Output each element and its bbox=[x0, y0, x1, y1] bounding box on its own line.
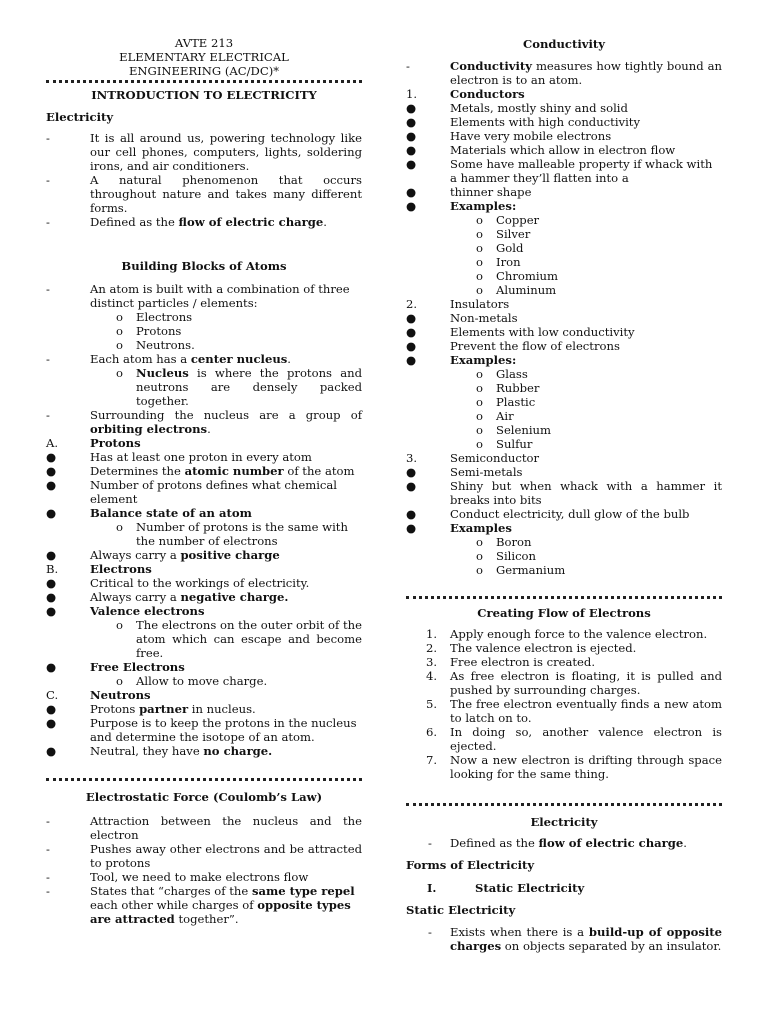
static-sub-heading: Static Electricity bbox=[406, 903, 516, 917]
course-code: AVTE 213 bbox=[174, 36, 234, 50]
list-item: o Copper bbox=[476, 213, 540, 227]
list-item: o Silicon bbox=[476, 549, 537, 563]
list-item: ● Examples bbox=[406, 521, 512, 535]
list-item: - Defined as the flow of electric charge. bbox=[428, 836, 687, 850]
list-item: 3. Free electron is created. bbox=[426, 655, 596, 669]
list-item: o Germanium bbox=[476, 563, 566, 577]
list-item: 1. Apply enough force to the valence electron. bbox=[426, 627, 708, 641]
list-item: ● Elements with high conductivity bbox=[406, 115, 640, 129]
list-item: 2. The valence electron is ejected. bbox=[426, 641, 637, 655]
list-item: - It is all around us, powering technology like our cell phones, computers, lights, soldering irons, and air conditioners. bbox=[46, 131, 362, 173]
coulomb-heading: Electrostatic Force (Coulomb’s Law) bbox=[85, 790, 323, 804]
list-item: ● Semi-metals bbox=[406, 465, 523, 479]
list-item: 6. In doing so, another valence electron is ejected. bbox=[426, 725, 722, 753]
list-item: ● Metals, mostly shiny and solid bbox=[406, 101, 628, 115]
list-item: ● Protons partner in nucleus. bbox=[46, 702, 256, 716]
list-item: ● Examples: bbox=[406, 199, 517, 213]
list-item: o The electrons on the outer orbit of the atom which can escape and become free. bbox=[116, 618, 362, 660]
list-item: o Sulfur bbox=[476, 437, 533, 451]
protons-heading: A. Protons bbox=[46, 436, 141, 450]
list-item: o Gold bbox=[476, 241, 524, 255]
list-item: ● Has at least one proton in every atom bbox=[46, 450, 312, 464]
list-item: ● Always carry a positive charge bbox=[46, 548, 280, 562]
list-item: - States that “charges of the same type repel each other while charges of opposite types are attracted together”. bbox=[46, 884, 355, 926]
insulators-heading: 2. Insulators bbox=[406, 297, 510, 311]
dotted-divider bbox=[406, 596, 722, 599]
list-item: - Tool, we need to make electrons flow bbox=[46, 870, 309, 884]
list-item: 4. As free electron is floating, it is pulled and pushed by surrounding charges. bbox=[426, 669, 722, 697]
list-item: o Aluminum bbox=[476, 283, 557, 297]
list-item: o Chromium bbox=[476, 269, 559, 283]
left-column bbox=[46, 0, 362, 926]
list-item: ● Determines the atomic number of the atom bbox=[46, 464, 355, 478]
forms-heading: Forms of Electricity bbox=[406, 858, 535, 872]
electricity-heading: Electricity bbox=[46, 110, 114, 124]
list-item: o Electrons bbox=[116, 310, 193, 324]
list-item: o Nucleus is where the protons and neutrons are densely packed together. bbox=[116, 366, 362, 408]
list-item: ● Elements with low conductivity bbox=[406, 325, 635, 339]
list-item: 7. Now a new electron is drifting through space looking for the same thing. bbox=[426, 753, 722, 781]
list-item: - Pushes away other electrons and be attracted to protons bbox=[46, 842, 362, 870]
list-item: ● Non-metals bbox=[406, 311, 518, 325]
list-item: - Defined as the flow of electric charge. bbox=[46, 215, 327, 229]
dotted-divider bbox=[406, 803, 722, 806]
list-item: o Number of protons is the same with the number of electrons bbox=[116, 520, 348, 548]
static-electricity-heading: I. Static Electricity bbox=[427, 881, 585, 895]
dotted-divider bbox=[46, 80, 362, 83]
list-item: ● Balance state of an atom bbox=[46, 506, 252, 520]
flow-heading: Creating Flow of Electrons bbox=[477, 606, 651, 620]
list-item: o Plastic bbox=[476, 395, 536, 409]
list-item: - An atom is built with a combination of three distinct particles / elements: bbox=[46, 282, 350, 310]
course-title-line-1: ELEMENTARY ELECTRICAL bbox=[119, 50, 289, 64]
list-item: ● Prevent the flow of electrons bbox=[406, 339, 620, 353]
list-item: o Allow to move charge. bbox=[116, 674, 268, 688]
list-item: - Attraction between the nucleus and the electron bbox=[46, 814, 362, 842]
list-item: ● Purpose is to keep the protons in the nucleus and determine the isotope of an atom. bbox=[46, 716, 357, 744]
conductors-heading: 1. Conductors bbox=[406, 87, 525, 101]
list-item: - A natural phenomenon that occurs throughout nature and takes many different forms. bbox=[46, 173, 362, 215]
list-item: ● Some have malleable property if whack with a hammer they’ll flatten into a bbox=[406, 157, 713, 185]
list-item: 5. The free electron eventually finds a new atom to latch on to. bbox=[426, 697, 722, 725]
right-column bbox=[406, 0, 722, 953]
list-item: ● Valence electrons bbox=[46, 604, 205, 618]
list-item: o Glass bbox=[476, 367, 528, 381]
intro-title: INTRODUCTION TO ELECTRICITY bbox=[91, 88, 317, 102]
list-item: o Neutrons. bbox=[116, 338, 195, 352]
list-item: - Surrounding the nucleus are a group of orbiting electrons. bbox=[46, 408, 362, 436]
list-item: o Protons bbox=[116, 324, 182, 338]
neutrons-heading: C. Neutrons bbox=[46, 688, 151, 702]
atoms-heading: Building Blocks of Atoms bbox=[121, 259, 287, 273]
list-item: o Boron bbox=[476, 535, 532, 549]
list-item: o Rubber bbox=[476, 381, 540, 395]
electrons-heading: B. Electrons bbox=[46, 562, 152, 576]
list-item: o Iron bbox=[476, 255, 521, 269]
list-item: ● Examples: bbox=[406, 353, 517, 367]
dotted-divider bbox=[46, 778, 362, 781]
list-item: ● thinner shape bbox=[406, 185, 532, 199]
list-item: ● Number of protons defines what chemical element bbox=[46, 478, 338, 506]
list-item: - Conductivity measures how tightly bound an electron is to an atom. bbox=[406, 59, 722, 87]
list-item: ● Have very mobile electrons bbox=[406, 129, 612, 143]
list-item: ● Materials which allow in electron flow bbox=[406, 143, 676, 157]
conductivity-heading: Conductivity bbox=[523, 37, 605, 51]
list-item: ● Always carry a negative charge. bbox=[46, 590, 289, 604]
list-item: o Air bbox=[476, 409, 514, 423]
list-item: ● Free Electrons bbox=[46, 660, 185, 674]
course-title-line-2: ENGINEERING (AC/DC)* bbox=[128, 64, 280, 78]
electricity-heading: Electricity bbox=[530, 815, 598, 829]
list-item: - Each atom has a center nucleus. bbox=[46, 352, 291, 366]
list-item: ● Conduct electricity, dull glow of the bulb bbox=[406, 507, 690, 521]
list-item: - Exists when there is a build-up of opposite charges on objects separated by an insulator. bbox=[428, 925, 723, 953]
semiconductor-heading: 3. Semiconductor bbox=[406, 451, 540, 465]
list-item: o Silver bbox=[476, 227, 531, 241]
list-item: ● Shiny but when whack with a hammer it breaks into bits bbox=[406, 479, 722, 507]
list-item: o Selenium bbox=[476, 423, 552, 437]
list-item: ● Neutral, they have no charge. bbox=[46, 744, 273, 758]
list-item: ● Critical to the workings of electricity. bbox=[46, 576, 310, 590]
